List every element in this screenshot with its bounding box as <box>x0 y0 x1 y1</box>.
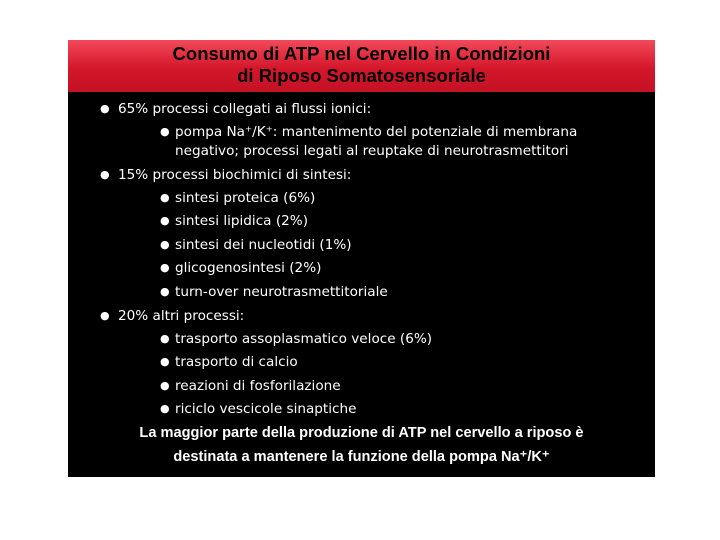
section-label: 65% processi collegati ai flussi ionici: <box>118 101 372 117</box>
bullet-dot-icon: ● <box>100 309 110 322</box>
sub-bullet-calcium <box>160 353 298 371</box>
bullet-section-other <box>100 307 245 325</box>
sub-bullet-axoplasmic <box>160 330 433 348</box>
title-band <box>68 40 655 92</box>
sub-item-label: sintesi proteica (6%) <box>175 190 316 206</box>
sub-item-label: sintesi dei nucleotidi (1%) <box>175 237 352 253</box>
sub-item-label: pompa Na⁺/K⁺: mantenimento del potenziale di membrana <box>175 124 578 140</box>
summary-line-1: La maggior parte della produzione di ATP nel cervello a riposo è <box>139 425 584 441</box>
sub-item-label: trasporto di calcio <box>175 354 298 370</box>
slide-body <box>68 92 655 477</box>
bullet-dot-icon: ● <box>160 191 170 204</box>
sub-bullet-phosphorylation <box>160 377 341 395</box>
sub-bullet-protein <box>160 189 316 207</box>
slide <box>68 40 655 477</box>
sub-item-label: glicogenosintesi (2%) <box>175 260 322 276</box>
bullet-dot-icon: ● <box>100 168 110 181</box>
sub-bullet-turnover <box>160 283 388 301</box>
bullet-dot-icon: ● <box>160 261 170 274</box>
sub-bullet-nucleotide <box>160 236 352 254</box>
sub-bullet-pump <box>160 123 578 141</box>
sub-item-label: sintesi lipidica (2%) <box>175 213 309 229</box>
bullet-section-synthesis <box>100 166 352 184</box>
bullet-dot-icon: ● <box>160 285 170 298</box>
bullet-dot-icon: ● <box>160 379 170 392</box>
summary-line-2: destinata a mantenere la funzione della pompa Na⁺/K⁺ <box>173 449 550 465</box>
slide-title-line-1: Consumo di ATP nel Cervello in Condizioni <box>172 43 551 64</box>
sub-bullet-vesicle <box>160 400 357 418</box>
slide-title-line-2: di Riposo Somatosensoriale <box>237 65 486 86</box>
sub-item-label: trasporto assoplasmatico veloce (6%) <box>175 331 433 347</box>
sub-item-label: reazioni di fosforilazione <box>175 378 341 394</box>
bullet-dot-icon: ● <box>160 125 170 138</box>
sub-bullet-lipid <box>160 212 309 230</box>
sub-item-label: riciclo vescicole sinaptiche <box>175 401 357 417</box>
section-label: 20% altri processi: <box>118 308 245 324</box>
sub-item-label: negativo; processi legati al reuptake di neurotrasmettitori <box>175 143 569 159</box>
sub-item-label: turn-over neurotrasmettitoriale <box>175 284 388 300</box>
sub-bullet-pump-continued <box>175 142 569 160</box>
sub-bullet-glycogen <box>160 259 322 277</box>
bullet-section-ionic-flux <box>100 100 372 118</box>
bullet-dot-icon: ● <box>160 238 170 251</box>
bullet-dot-icon: ● <box>100 102 110 115</box>
bullet-dot-icon: ● <box>160 332 170 345</box>
bullet-dot-icon: ● <box>160 355 170 368</box>
bullet-dot-icon: ● <box>160 402 170 415</box>
section-label: 15% processi biochimici di sintesi: <box>118 167 352 183</box>
bullet-dot-icon: ● <box>160 214 170 227</box>
